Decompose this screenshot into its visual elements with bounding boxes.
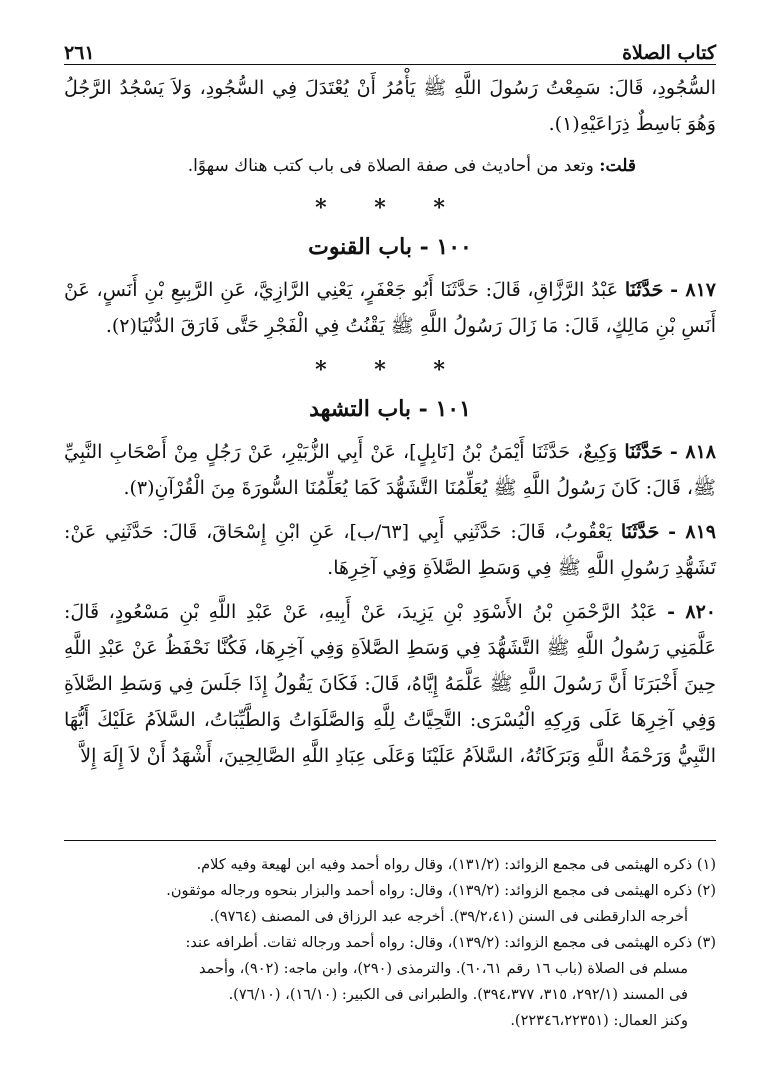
book-title: كتاب الصلاة (622, 42, 716, 64)
footnote-divider (64, 840, 716, 841)
footnote-3-continued: فى المسند (٢٩٢/١، ٣١٥، ٣٩٤،٣٧٧). والطبرانى فى الكبير: (١٦/١٠)، (٧٦/١٠). (228, 987, 688, 1003)
section-separator: * * * (315, 195, 465, 221)
footnote-3-continued: وكنز العمال: (٢٢٣٤٦،٢٢٣٥١). (510, 1013, 688, 1029)
hadith-opener: حَدَّثَنَا (624, 279, 664, 301)
hadith-text: وَكِيعٌ، حَدَّثَنَا أَيْمَنُ بْنُ [نَابِلٍ]، عَنْ أَبِي الزُّبَيْرِ، عَنْ رَجُلٍ مِنْ أَصْحَابِ النَّبِيِّ ﷺ، قَالَ: كَانَ رَسُولُ اللَّهِ ﷺ يُعَلِّمُنَا التَّشَهُّدَ كَمَا يُعَلِّمُنَا السُّورَةَ مِنَ الْقُرْآنِ(٣). (64, 441, 716, 499)
footnote-2: (٢) ذكره الهيثمى فى مجمع الزوائد: (١٣٩/٢)، وقال: رواه أحمد والبزار بنحوه ورجاله موثقون. (166, 883, 716, 899)
hadith-opener: حَدَّثَنَا (624, 441, 663, 463)
hadith-818 (64, 434, 716, 506)
note-label: قلت: (599, 156, 636, 176)
hadith-number: ٨٢٠ - (667, 601, 716, 623)
hadith-number: ٨١٩ - (668, 521, 716, 543)
page-number: ٢٦١ (64, 42, 95, 64)
hadith-text: يَعْقُوبُ، قَالَ: حَدَّثَنِي أَبِي [٦٣/ب]، عَنِ ابْنِ إِسْحَاقَ، قَالَ: حَدَّثَنِي عَنْ: تَشَهُّدِ رَسُولِ اللَّهِ ﷺ فِي وَسَطِ الصَّلاَةِ وَفِي آخِرِهَا. (64, 521, 716, 579)
footnote-2-continued: أخرجه الدارقطنى فى السنن (٣٩/٢،٤١). أخرجه عبد الرزاق فى المصنف (٩٧٦٤). (209, 909, 688, 925)
footnote-3: (٣) ذكره الهيثمى فى مجمع الزوائد: (١٣٩/٢)، وقال: رواه أحمد ورجاله ثقات. أطرافه عند: (185, 935, 716, 951)
hadith-819 (64, 514, 716, 586)
hadith-number: ٨١٧ - (670, 279, 716, 301)
editor-note (64, 150, 716, 182)
chapter-heading-tashahhud: ١٠١ - باب التشهد (309, 396, 471, 422)
chapter-heading-qunut: ١٠٠ - باب القنوت (308, 234, 472, 260)
main-text (64, 70, 716, 782)
footnote-3-continued: مسلم فى الصلاة (باب ١٦ رقم ٦٠،٦١). والترمذى (٢٩٠)، وابن ماجه: (٩٠٢)، وأحمد (199, 961, 688, 977)
hadith-opener: حَدَّثَنَا (620, 521, 660, 543)
hadith-text: عَبْدُ الرَّحْمَنِ بْنُ الأَسْوَدِ بْنِ يَزِيدَ، عَنْ أَبِيهِ، عَنْ عَبْدِ اللَّهِ بْنِ مَسْعُودٍ، قَالَ: عَلَّمَنِي رَسُولُ اللَّهِ ﷺ التَّشَهُّدَ فِي وَسَطِ الصَّلاَةِ وَفِي آخِرِهَا، فَكُنَّا نَحْفَظُ عَنْ عَبْدِ اللَّهِ حِينَ أَخْبَرَنَا أَنَّ رَسُولَ اللَّهِ ﷺ عَلَّمَهُ إِيَّاهُ، قَالَ: فَكَانَ يَقُولُ إِذَا جَلَسَ فِي وَسَطِ الصَّلاَةِ وَفِي آخِرِهَا عَلَى وَرِكِهِ الْيُسْرَى: التَّحِيَّاتُ لِلَّهِ وَالصَّلَوَاتُ وَالطَّيِّبَاتُ، السَّلاَمُ عَلَيْكَ أَيُّهَا النَّبِيُّ وَرَحْمَةُ اللَّهِ وَبَرَكَاتُهُ، السَّلاَمُ عَلَيْنَا وَعَلَى عِبَادِ اللَّهِ الصَّالِحِينَ، أَشْهَدُ أَنْ لاَ إِلَهَ إِلاَّ (64, 601, 716, 767)
hadith-text: عَبْدُ الرَّزَّاقِ، قَالَ: حَدَّثَنَا أَبُو جَعْفَرٍ، يَعْنِي الرَّازِيَّ، عَنِ الرَّبِيعِ بْنِ أَنَسٍ، عَنْ أَنَسِ بْنِ مَالِكٍ، قَالَ: مَا زَالَ رَسُولُ اللَّهِ ﷺ يَقْنُتُ فِي الْفَجْرِ حَتَّى فَارَقَ الدُّنْيَا(٢). (64, 279, 716, 337)
footnote-1: (١) ذكره الهيثمى فى مجمع الزوائد: (١٣١/٢)، وقال رواه أحمد وفيه ابن لهيعة وفيه كلام. (196, 857, 716, 873)
hadith-820 (64, 594, 716, 774)
running-header (64, 30, 716, 65)
hadith-817 (64, 272, 716, 344)
continued-paragraph: السُّجُودِ، قَالَ: سَمِعْتُ رَسُولَ اللَّهِ ﷺ يَأْمُرُ أَنْ يُعْتَدَلَ فِي السُّجُودِ، وَلاَ يَسْجُدُ الرَّجُلُ وَهُوَ بَاسِطٌ ذِرَاعَيْهِ(١). (64, 77, 716, 135)
hadith-number: ٨١٨ - (669, 441, 716, 463)
note-text: وتعد من أحاديث فى صفة الصلاة فى باب كتب هناك سهوًا. (187, 156, 594, 176)
footnotes (64, 852, 716, 1034)
section-separator: * * * (315, 357, 465, 383)
